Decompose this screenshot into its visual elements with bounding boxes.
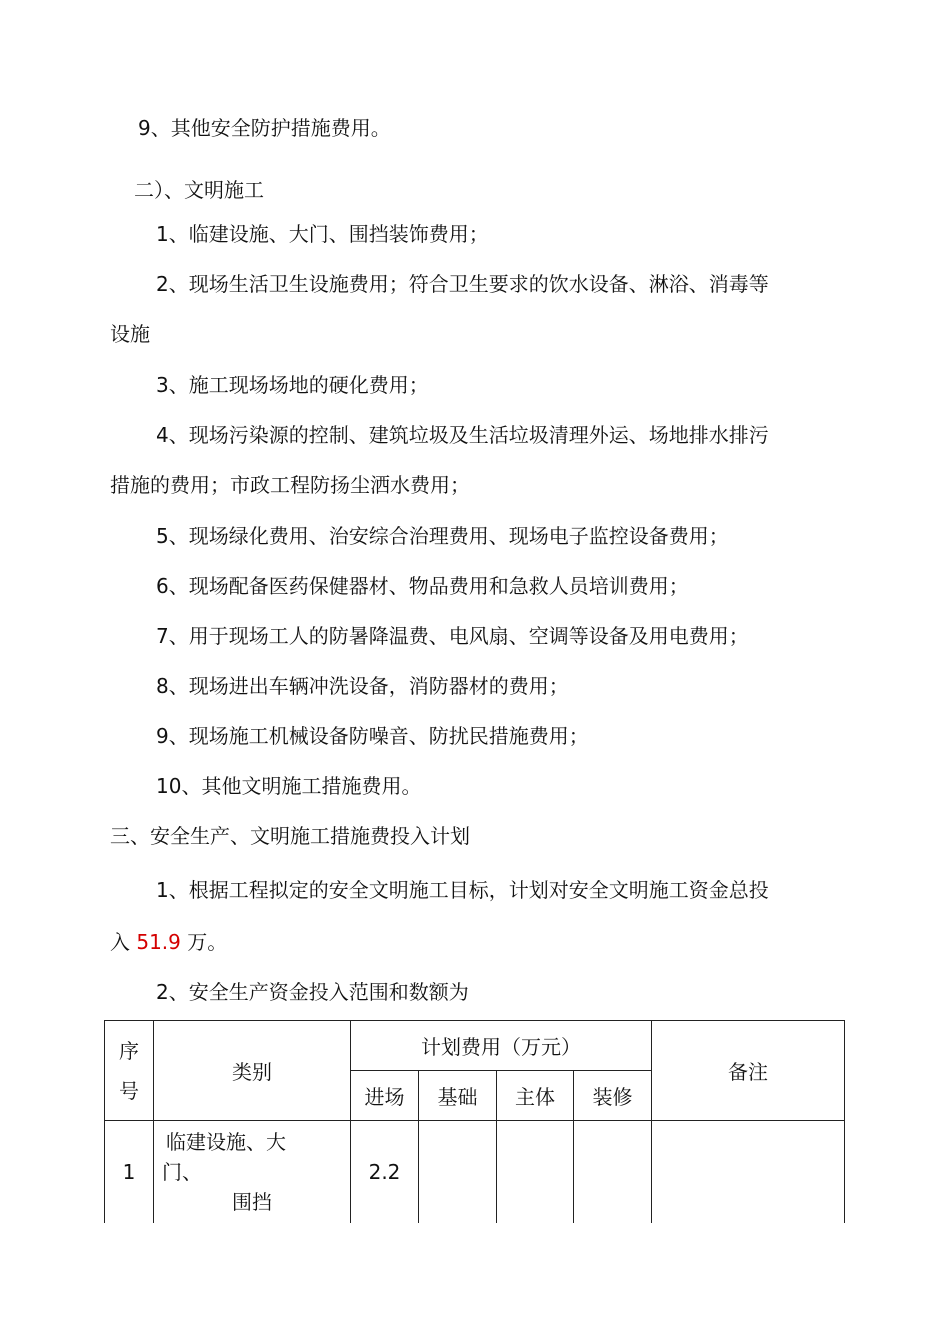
text-line: 设施 [110, 322, 150, 346]
text-line: 9、现场施工机械设备防噪音、防扰民措施费用； [156, 724, 589, 748]
section-heading: 三、安全生产、文明施工措施费投入计划 [110, 824, 470, 848]
text-line: 8、现场进出车辆冲洗设备，消防器材的费用； [156, 674, 569, 698]
investment-line [110, 928, 227, 956]
header-seq: 序 号 [105, 1021, 154, 1121]
section-heading: 二）、文明施工 [134, 178, 264, 202]
cell-foundation [419, 1121, 497, 1223]
header-entry: 进场 [351, 1071, 419, 1121]
text-line: 5、现场绿化费用、治安综合治理费用、现场电子监控设备费用； [156, 524, 729, 548]
text-line: 措施的费用；市政工程防扬尘洒水费用； [110, 473, 470, 497]
text-line: 7、用于现场工人的防暑降温费、电风扇、空调等设备及用电费用； [156, 624, 749, 648]
cell-category: 临建设施、大 门、 围挡 [154, 1121, 351, 1223]
budget-table [104, 1020, 845, 1223]
table-header-row [105, 1021, 845, 1071]
investment-amount: 51.9 [136, 930, 181, 954]
cell-remark [652, 1121, 845, 1223]
header-remark: 备注 [652, 1021, 845, 1121]
text-line: 10、其他文明施工措施费用。 [156, 774, 422, 798]
text-line: 3、施工现场场地的硬化费用； [156, 373, 429, 397]
header-foundation: 基础 [419, 1071, 497, 1121]
text-line: 1、临建设施、大门、围挡装饰费用； [156, 222, 489, 246]
text-line: 4、现场污染源的控制、建筑垃圾及生活垃圾清理外运、场地排水排污 [156, 423, 769, 447]
header-main: 主体 [497, 1071, 574, 1121]
text-line: 6、现场配备医药保健器材、物品费用和急救人员培训费用； [156, 574, 689, 598]
table-row [105, 1121, 845, 1223]
investment-suffix: 万。 [187, 930, 228, 954]
cell-entry: 2.2 [351, 1121, 419, 1223]
text-line: 2、现场生活卫生设施费用；符合卫生要求的饮水设备、淋浴、消毒等 [156, 272, 769, 296]
text-line: 9、其他安全防护措施费用。 [138, 116, 391, 140]
cell-decoration [574, 1121, 652, 1223]
text-line: 1、根据工程拟定的安全文明施工目标，计划对安全文明施工资金总投 [156, 878, 769, 902]
investment-prefix: 入 [110, 930, 130, 954]
text-line: 2、安全生产资金投入范围和数额为 [156, 980, 469, 1004]
header-category: 类别 [154, 1021, 351, 1121]
header-decoration: 装修 [574, 1071, 652, 1121]
cell-seq: 1 [105, 1121, 154, 1223]
cell-main [497, 1121, 574, 1223]
header-plan-cost: 计划费用（万元） [351, 1021, 652, 1071]
